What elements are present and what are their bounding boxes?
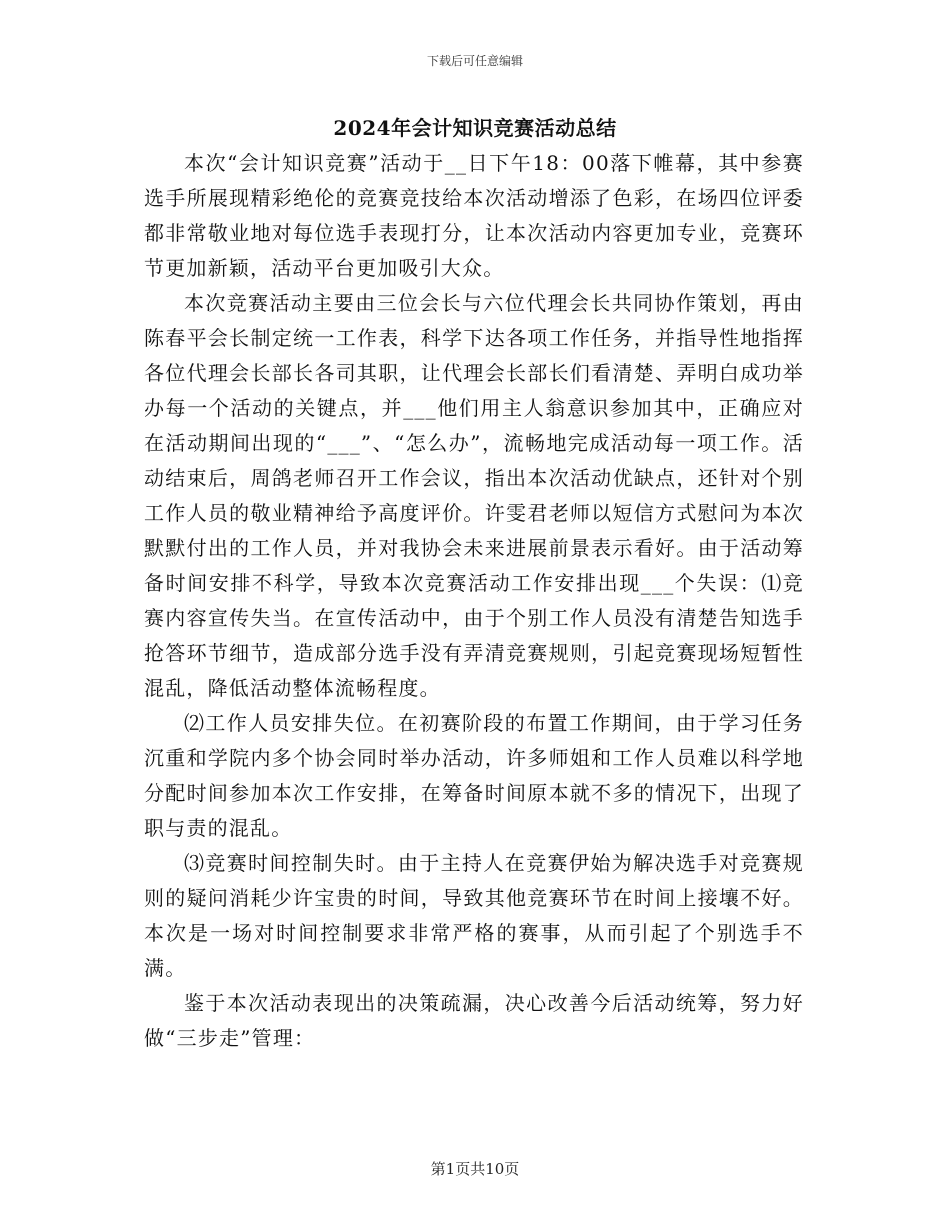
paragraph-4: ⑶竞赛时间控制失时。由于主持人在竞赛伊始为解决选手对竞赛规则的疑问消耗少许宝贵的时间，导致其他竞赛环节在时间上接壤不好。本次是一场对时间控制要求非常严格的赛事，从而引起了个别选手不满。 xyxy=(144,851,804,980)
paragraph-2: 本次竞赛活动主要由三位会长与六位代理会长共同协作策划，再由陈春平会长制定统一工作表，科学下达各项工作任务，并指导性地指挥各位代理会长部长各司其职，让代理会长部长们看清楚、弄明白成功举办每一个活动的关键点，并___他们用主人翁意识参加其中，正确应对在活动期间出现的“___”、“怎么办”，流畅地完成活动每一项工作。活动结束后，周鸽老师召开工作会议，指出本次活动优缺点，还针对个别工作人员的敬业精神给予高度评价。许雯君老师以短信方式慰问为本次默默付出的工作人员，并对我协会未来进展前景表示看好。由于活动筹备时间安排不科学，导致本次竞赛活动工作安排出现___个失误：⑴竞赛内容宣传失当。在宣传活动中，由于个别工作人员没有清楚告知选手抢答环节细节，造成部分选手没有弄清竞赛规则，引起竞赛现场短暂性混乱，降低活动整体流畅程度。 xyxy=(144,291,804,700)
header-note: 下载后可任意编辑 xyxy=(426,54,523,68)
document-title: 2024年会计知识竞赛活动总结 xyxy=(333,116,617,140)
paragraph-1: 本次“会计知识竞赛”活动于__日下午18：00落下帷幕，其中参赛选手所展现精彩绝伦的竞赛竞技给本次活动增添了色彩，在场四位评委都非常敬业地对每位选手表现打分，让本次活动内容更加专业，竞赛环节更加新颖，活动平台更加吸引大众。 xyxy=(144,151,804,280)
paragraph-3: ⑵工作人员安排失位。在初赛阶段的布置工作期间，由于学习任务沉重和学院内多个协会同时举办活动，许多师姐和工作人员难以科学地分配时间参加本次工作安排，在筹备时间原本就不多的情况下，出现了职与责的混乱。 xyxy=(144,711,804,840)
paragraph-5: 鉴于本次活动表现出的决策疏漏，决心改善今后活动统筹，努力好做“三步走”管理： xyxy=(144,991,804,1050)
document-body xyxy=(144,146,804,1056)
page-number-footer: 第1页共10页 xyxy=(430,1160,520,1178)
